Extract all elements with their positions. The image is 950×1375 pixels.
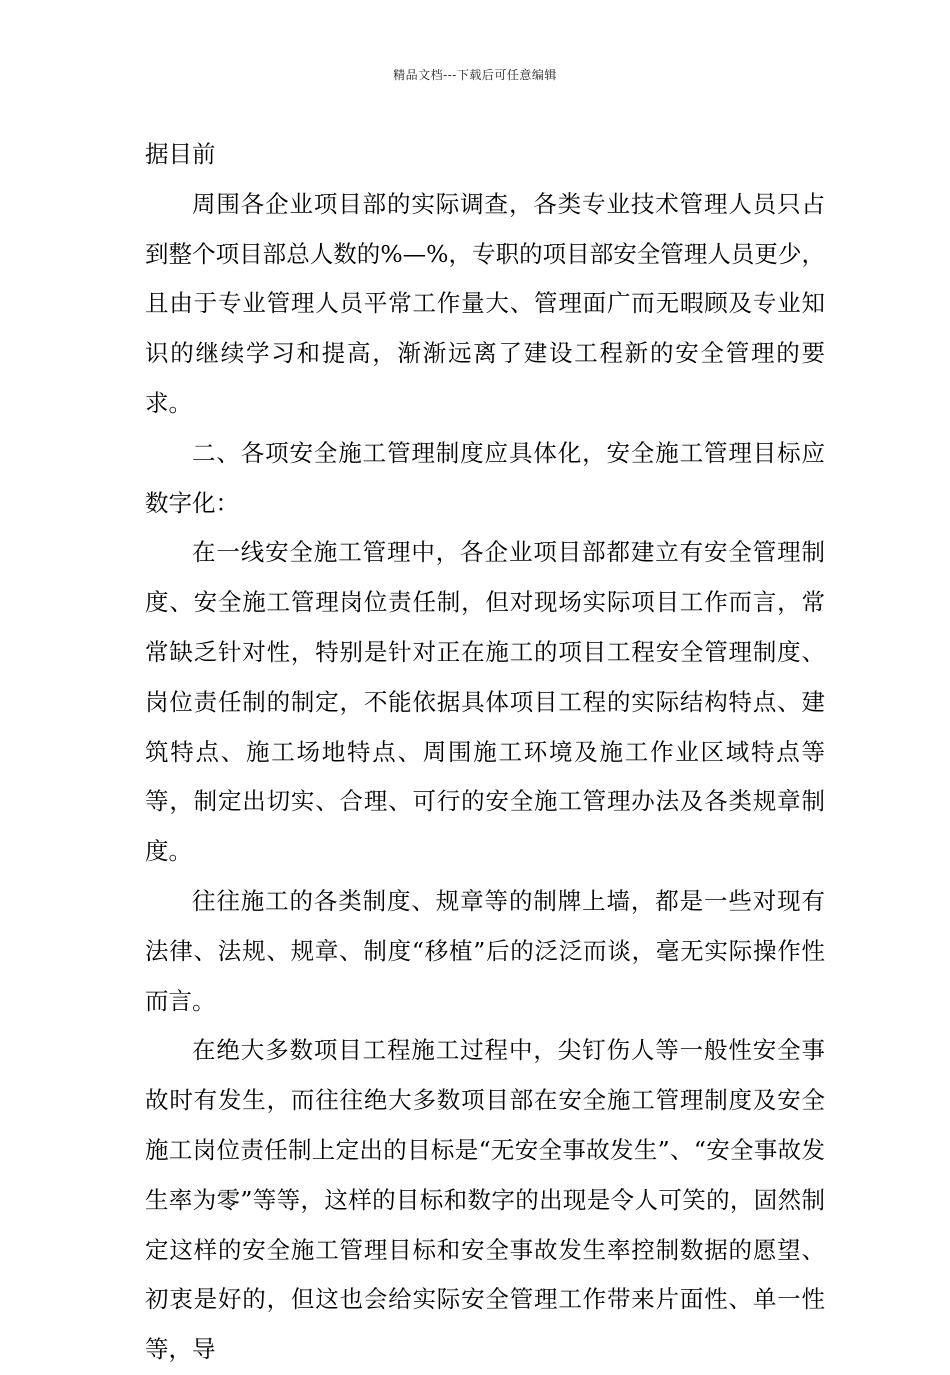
document-body xyxy=(145,130,825,1375)
paragraph: 在一线安全施工管理中，各企业项目部都建立有安全管理制度、安全施工管理岗位责任制，但对现场实际项目工作而言，常常缺乏针对性，特别是针对正在施工的项目工程安全管理制度、岗位责任制的制定，不能依据具体项目工程的实际结构特点、建筑特点、施工场地特点、周围施工环境及施工作业区域特点等等，制定出切实、合理、可行的安全施工管理办法及各类规章制度。 xyxy=(145,538,825,866)
paragraph: 往往施工的各类制度、规章等的制牌上墙，都是一些对现有法律、法规、规章、制度“移植”后的泛泛而谈，毫无实际操作性而言。 xyxy=(145,886,825,1015)
paragraph: 在绝大多数项目工程施工过程中，尖钉伤人等一般性安全事故时有发生，而往往绝大多数项目部在安全施工管理制度及安全施工岗位责任制上定出的目标是“无安全事故发生”、“安全事故发生率为零”等等，这样的目标和数字的出现是令人可笑的，固然制定这样的安全施工管理目标和安全事故发生率控制数据的愿望、初衷是好的，但这也会给实际安全管理工作带来片面性、单一性等，导 xyxy=(145,1036,825,1364)
page-header: 精品文档---下载后可任意编辑 xyxy=(393,68,557,82)
paragraph: 据目前 xyxy=(145,140,216,168)
section-heading: 二、各项安全施工管理制度应具体化，安全施工管理目标应数字化： xyxy=(145,438,825,517)
paragraph: 周围各企业项目部的实际调查，各类专业技术管理人员只占到整个项目部总人数的%—%，专职的项目部安全管理人员更少，且由于专业管理人员平常工作量大、管理面广而无暇顾及专业知识的继续学习和提高，渐渐远离了建设工程新的安全管理的要求。 xyxy=(145,189,825,417)
